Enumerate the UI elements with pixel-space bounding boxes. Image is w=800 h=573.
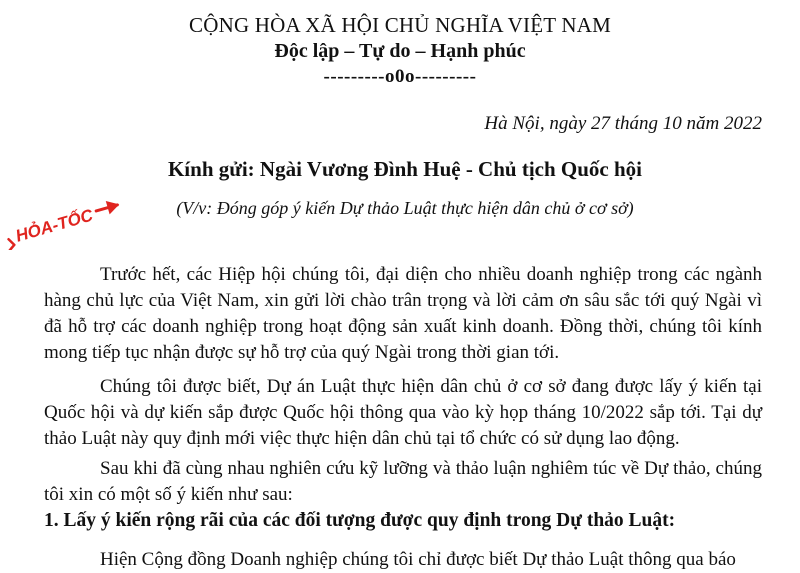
paragraph-context: Chúng tôi được biết, Dự án Luật thực hiện dân chủ ở cơ sở đang được lấy ý kiến tại Quốc hội và dự kiến sắp được Quốc hội thông qua vào kỳ họp tháng 10/2022 sắp tới. Tại dự thảo Luật này quy định mới việc thực hiện dân chủ tại tổ chức có sử dụng lao động. [44,376,762,449]
urgent-stamp [6,190,124,250]
recipient-line: Kính gửi: Ngài Vương Đình Huệ - Chủ tịch Quốc hội [167,157,643,181]
paragraph-section-1: Hiện Cộng đồng Doanh nghiệp chúng tôi chỉ được biết Dự thảo Luật thông qua báo [100,549,736,570]
urgent-stamp-text: HỎA-TỐC [13,205,95,246]
paragraph-greeting: Trước hết, các Hiệp hội chúng tôi, đại diện cho nhiều doanh nghiệp trong các ngành hàng chủ lực của Việt Nam, xin gửi lời chào trân trọng và lời cảm ơn sâu sắc tới quý Ngài vì đã hỗ trợ các doanh nghiệp trong hoạt động sản xuất kinh doanh. Đồng thời, chúng tôi kính mong tiếp tục nhận được sự hỗ trợ của quý Ngài trong thời gian tới. [44,264,762,363]
subject-line: (V/v: Đóng góp ý kiến Dự thảo Luật thực hiện dân chủ ở cơ sở) [176,198,634,218]
national-title: CỘNG HÒA XÃ HỘI CHỦ NGHĨA VIỆT NAM [189,13,611,37]
paragraph-intro: Sau khi đã cùng nhau nghiên cứu kỹ lưỡng và thảo luận nghiêm túc về Dự thảo, chúng tôi xin có một số ý kiến như sau: [44,458,762,505]
place-date: Hà Nội, ngày 27 tháng 10 năm 2022 [484,113,762,134]
header-divider: ---------o0o--------- [323,66,477,87]
section-heading-1: 1. Lấy ý kiến rộng rãi của các đối tượng được quy định trong Dự thảo Luật: [44,510,676,531]
national-motto: Độc lập – Tự do – Hạnh phúc [274,40,526,62]
